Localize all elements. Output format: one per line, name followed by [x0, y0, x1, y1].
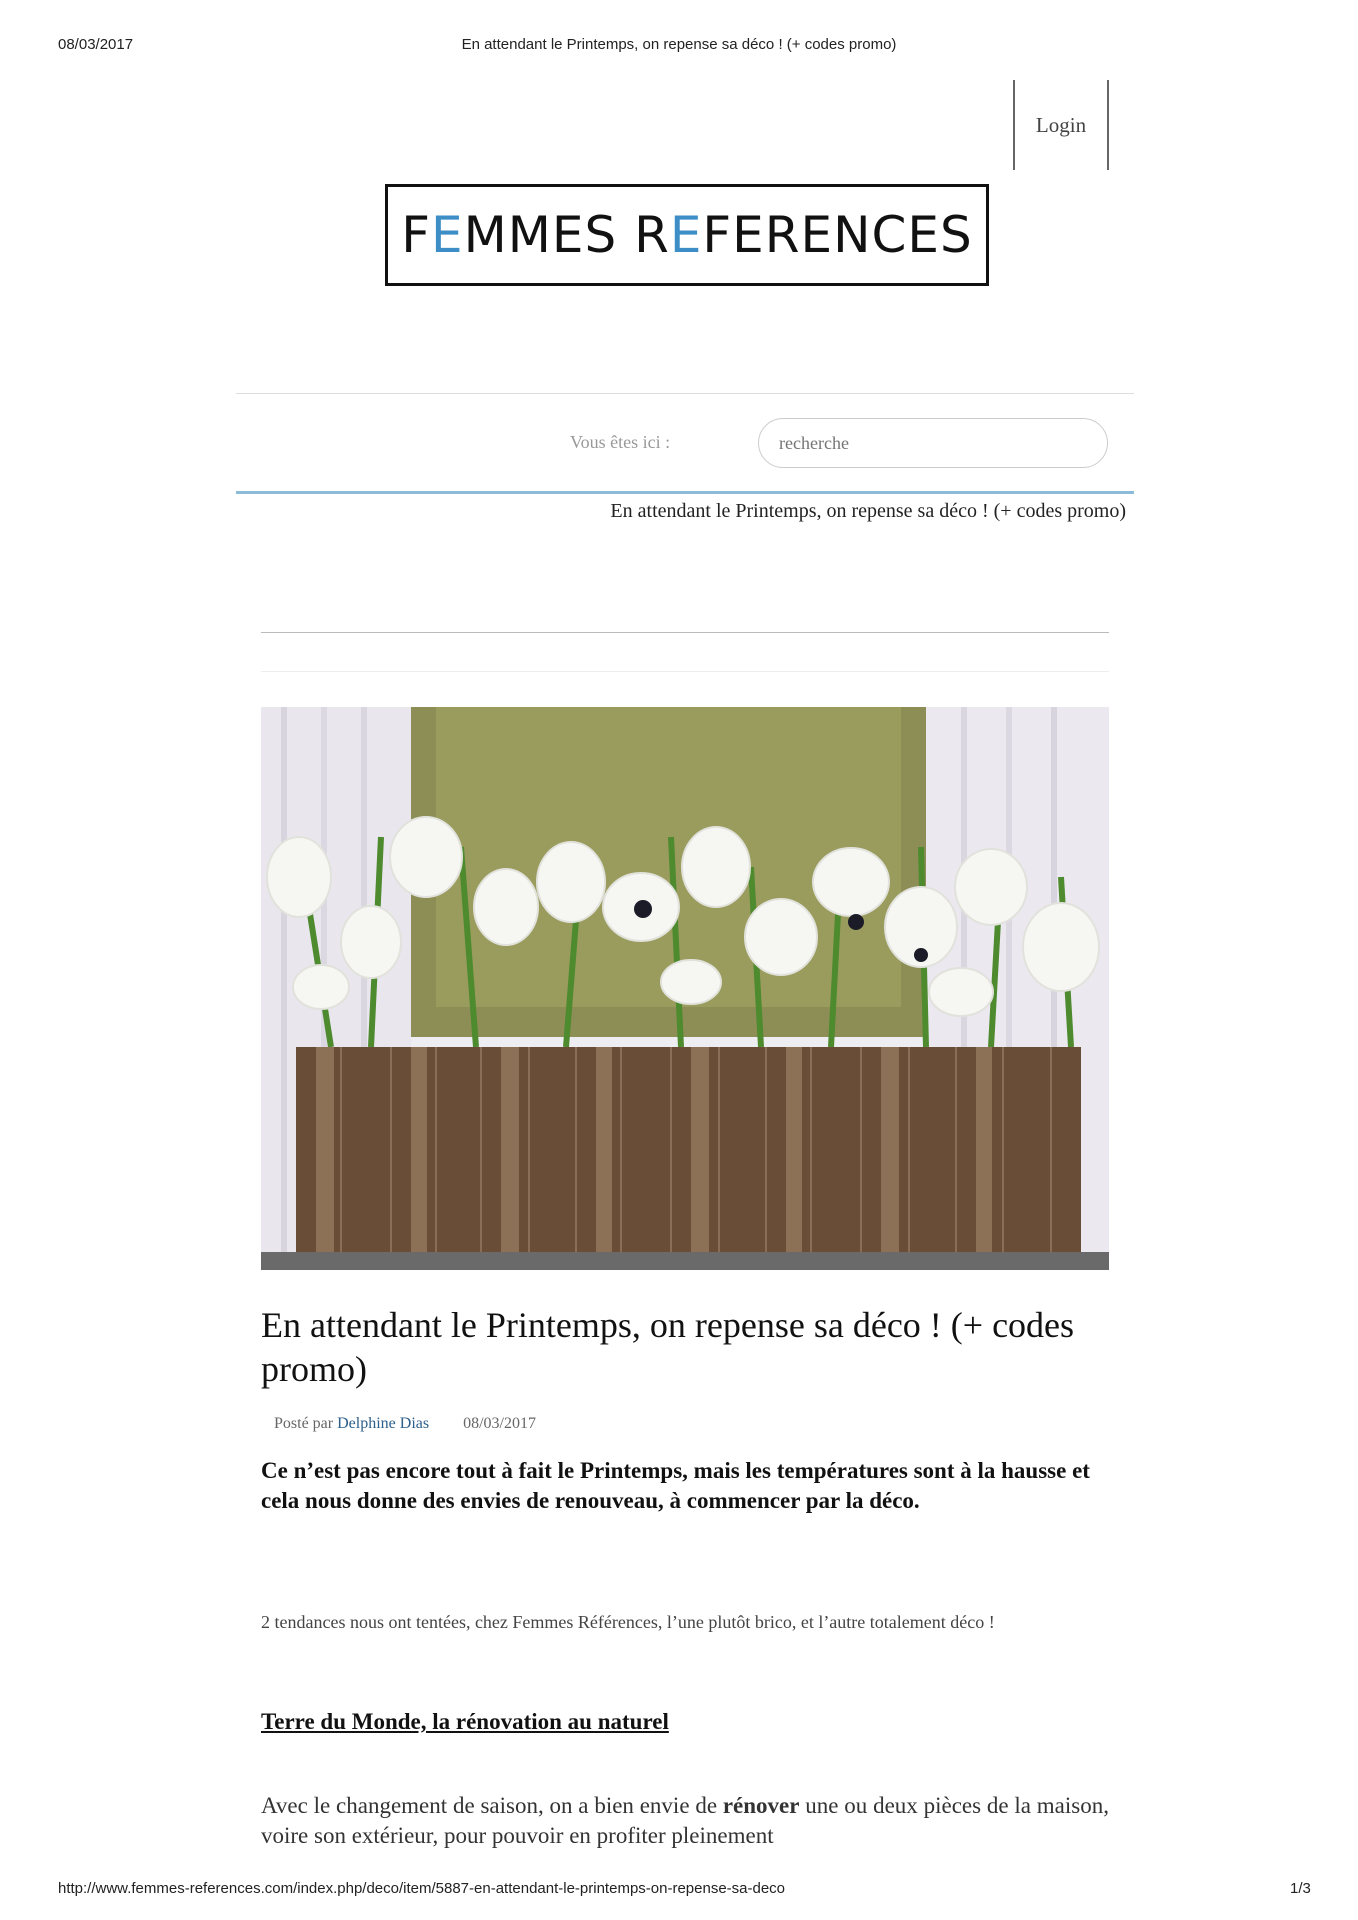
article-title: En attendant le Printemps, on repense sa déco ! (+ codes promo): [261, 1305, 1075, 1389]
article-paragraph-2: [261, 1791, 1109, 1851]
author-link[interactable]: Delphine Dias: [337, 1415, 430, 1432]
logo-accent-1: E: [430, 206, 464, 264]
print-header-date: 08/03/2017: [58, 36, 134, 53]
logo-text-3: FERENCES: [702, 206, 973, 264]
login-button[interactable]: Login: [1013, 80, 1109, 170]
paragraph-2-start: Avec le changement de saison, on a bien envie de: [261, 1793, 723, 1818]
print-footer-page: 1/3: [1290, 1880, 1311, 1897]
site-logo[interactable]: [385, 184, 989, 286]
article-date: 08/03/2017: [463, 1415, 536, 1432]
search-input[interactable]: [758, 418, 1108, 468]
content-divider-light: [261, 671, 1109, 672]
nav-bottom-divider: [236, 491, 1134, 494]
nav-top-divider: [236, 393, 1134, 394]
content-divider: [261, 632, 1109, 633]
print-header-title: En attendant le Printemps, on repense sa déco ! (+ codes promo): [461, 36, 897, 53]
logo-accent-2: E: [669, 206, 703, 264]
logo-text-1: F: [401, 206, 431, 264]
article-byline: [274, 1415, 536, 1433]
paragraph-2-bold: rénover: [722, 1793, 800, 1818]
section-heading: Terre du Monde, la rénovation au naturel: [261, 1709, 669, 1734]
logo-text-2: MMES R: [463, 206, 670, 264]
article-paragraph: 2 tendances nous ont tentées, chez Femmes Références, l’une plutôt brico, et l’autre totalement déco !: [261, 1612, 995, 1632]
breadcrumb-current: En attendant le Printemps, on repense sa déco ! (+ codes promo): [610, 500, 1126, 522]
print-footer-url: http://www.femmes-references.com/index.php/deco/item/5887-en-attendant-le-printemps-on-repense-sa-deco: [58, 1880, 786, 1897]
article-hero-image: [261, 707, 1109, 1270]
breadcrumb-label: Vous êtes ici :: [570, 432, 671, 452]
posted-by-label: Posté par: [274, 1415, 334, 1432]
paragraph-2-end: une ou deux pièces de la maison, voire son extérieur, pour pouvoir en profiter pleinement: [261, 1793, 1109, 1848]
article-lead: Ce n’est pas encore tout à fait le Printemps, mais les températures sont à la hausse et cela nous donne des envies de renouveau, à commencer par la déco.: [261, 1458, 1090, 1513]
